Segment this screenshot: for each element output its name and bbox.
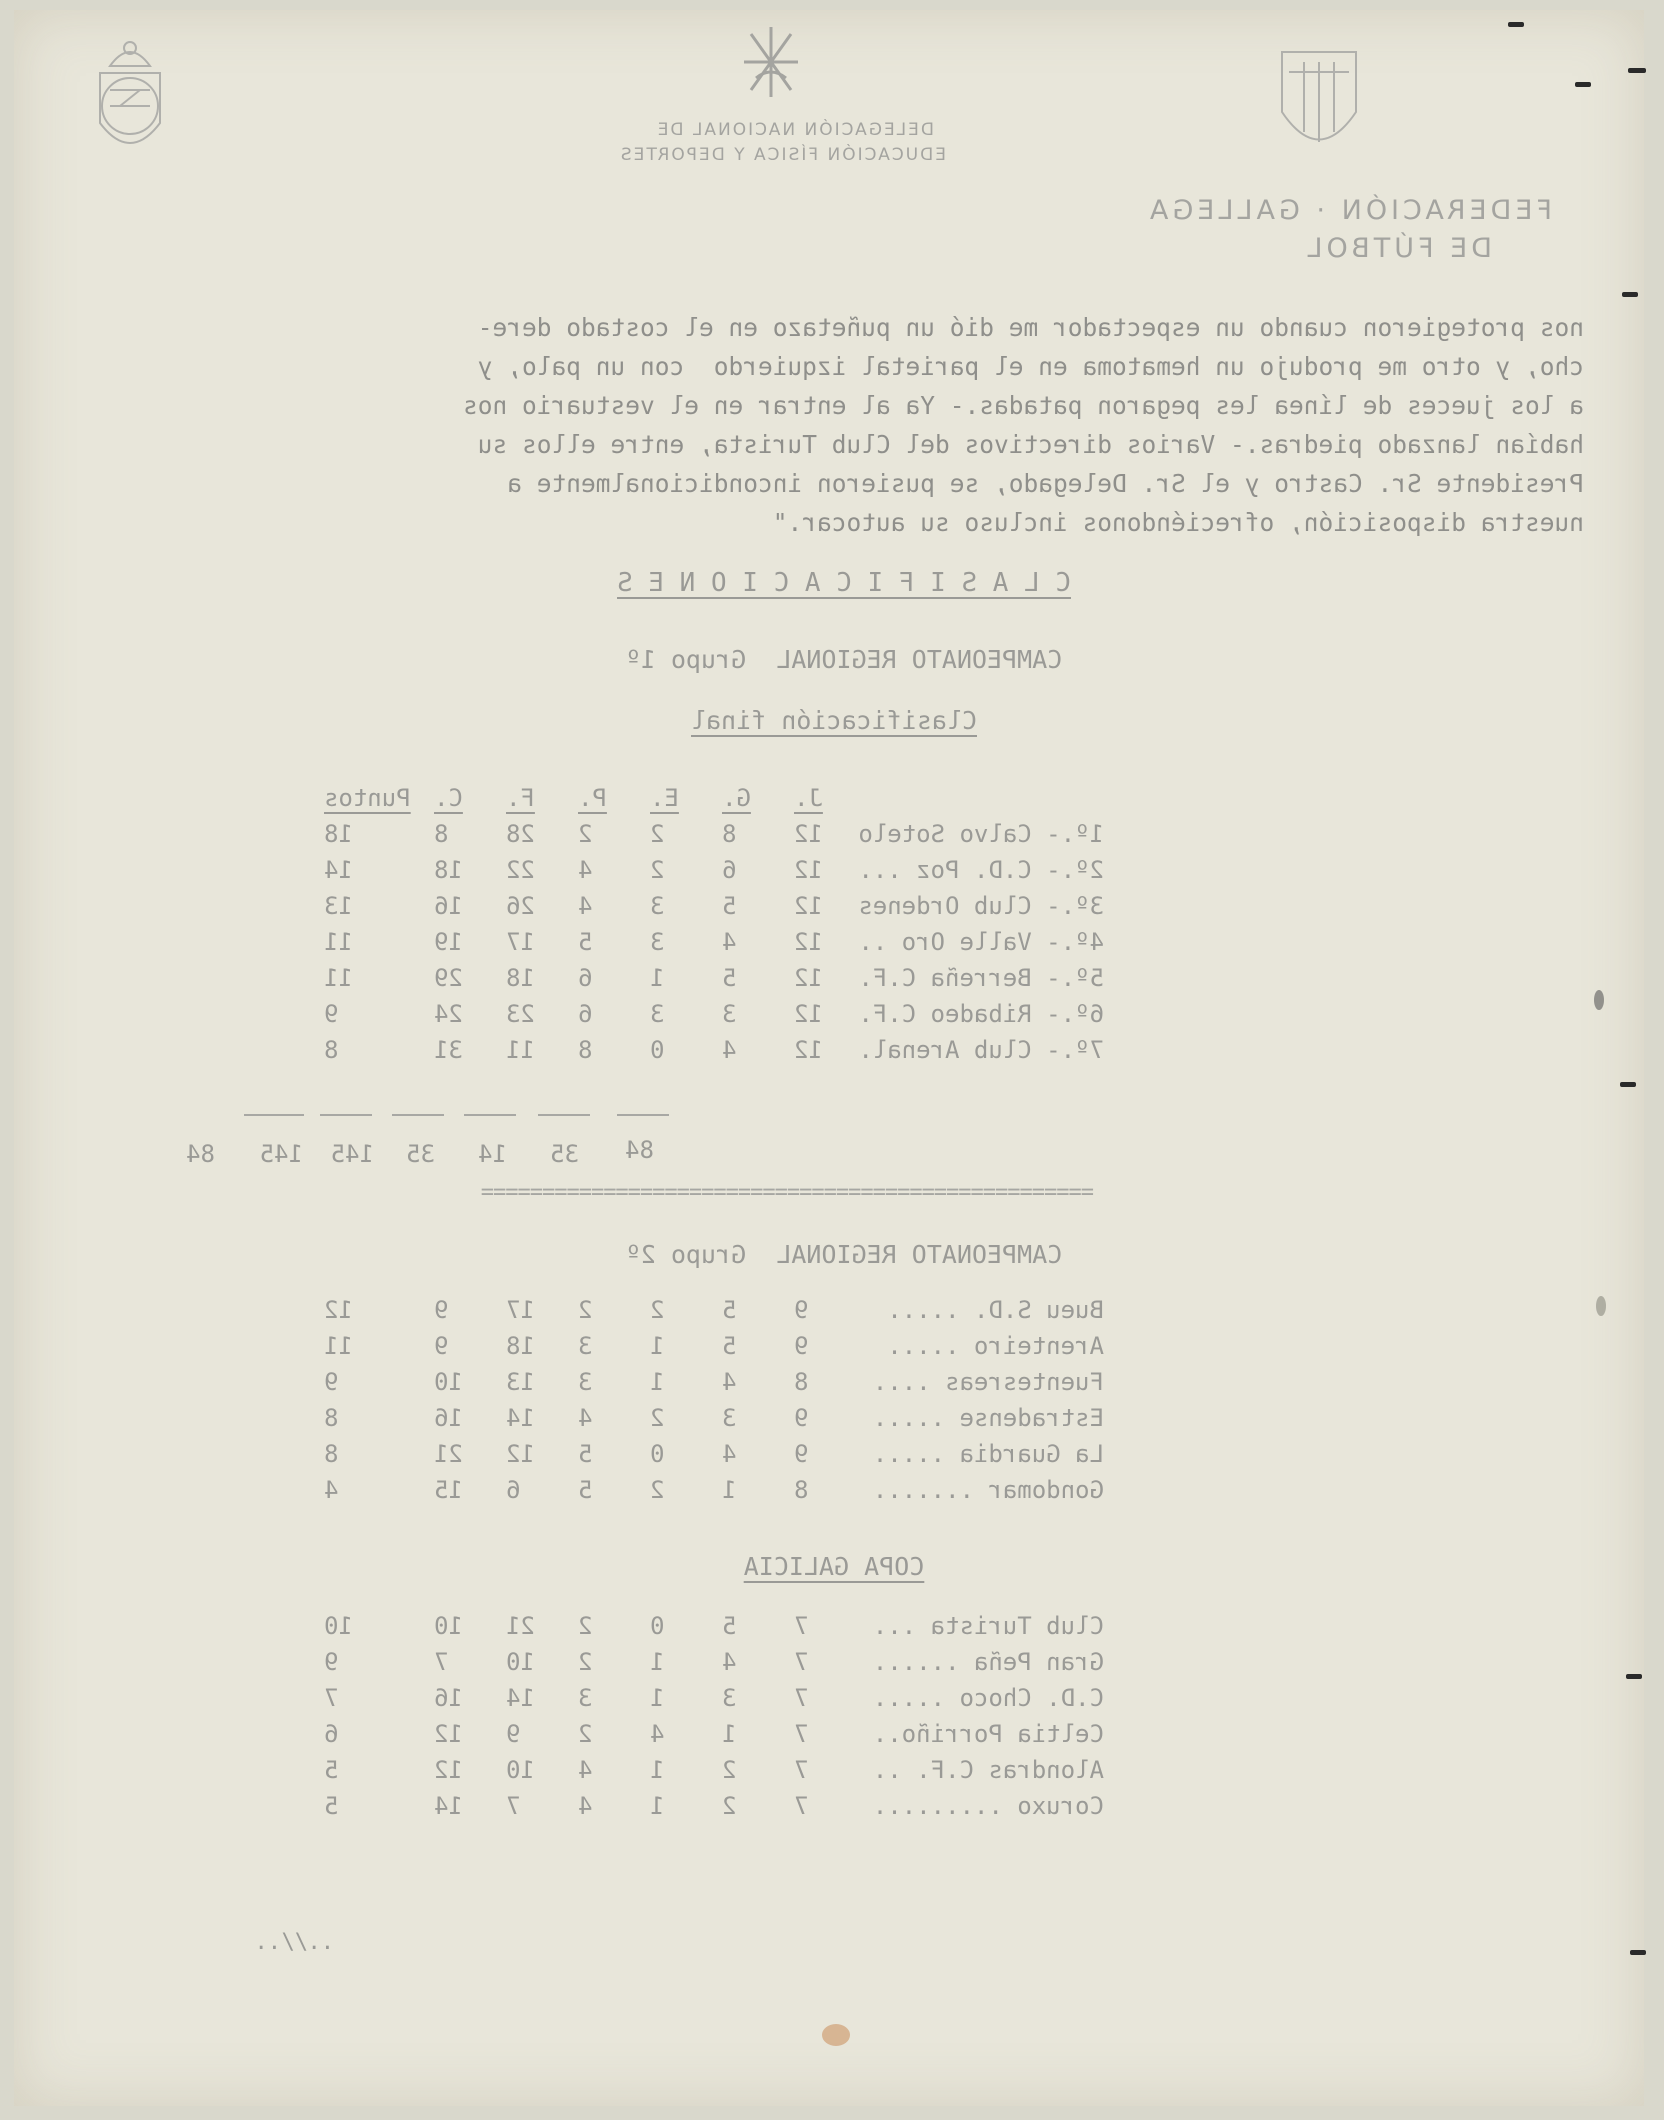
stat-cell: 4 bbox=[722, 928, 737, 956]
stat-cell: 6 bbox=[506, 1476, 521, 1504]
total-g: 35 bbox=[550, 1140, 579, 1168]
stat-cell: 2 bbox=[578, 820, 593, 848]
binding-hole bbox=[1575, 82, 1591, 87]
stat-cell: 4 bbox=[722, 1648, 737, 1676]
stat-cell: 4 bbox=[578, 1792, 593, 1820]
delegation-name-line2: EDUCACIÓN FÍSICA Y DEPORTES bbox=[618, 145, 946, 165]
table-row bbox=[324, 1328, 1104, 1364]
stat-cell: 3 bbox=[722, 1000, 737, 1028]
col-header-puntos: Puntos bbox=[324, 784, 411, 812]
stat-cell: 10 bbox=[324, 1612, 353, 1640]
stat-cell: 3 bbox=[722, 1684, 737, 1712]
binding-hole bbox=[1626, 1674, 1642, 1679]
double-line-separator: ================================================== bbox=[481, 1180, 1094, 1205]
total-rule bbox=[320, 1114, 372, 1116]
paragraph-line-3: a los jueces de línea les pegaron patadas.- Ya al entrar en el vestuario nos bbox=[462, 391, 1584, 420]
paragraph-line-2: cho, y otro me produjo un hematoma en el parietal izquierdo con un palo, y bbox=[477, 352, 1584, 381]
stat-cell: 7 bbox=[794, 1792, 809, 1820]
total-rule bbox=[538, 1114, 590, 1116]
total-p: 35 bbox=[406, 1140, 435, 1168]
stat-cell: 8 bbox=[578, 1036, 593, 1064]
classifications-title: C L A S I F I C A C I O N E S bbox=[617, 568, 1071, 598]
stat-cell: 31 bbox=[434, 1036, 463, 1064]
stat-cell: 9 bbox=[324, 1368, 339, 1396]
stat-cell: 3 bbox=[650, 1000, 665, 1028]
stat-cell: 11 bbox=[324, 928, 353, 956]
total-rule bbox=[617, 1114, 669, 1116]
stat-cell: 28 bbox=[506, 820, 535, 848]
stat-cell: 19 bbox=[434, 928, 463, 956]
stat-cell: 4 bbox=[324, 1476, 339, 1504]
table-row bbox=[324, 996, 1104, 1032]
stat-cell: 12 bbox=[434, 1720, 463, 1748]
stat-cell: 3 bbox=[578, 1332, 593, 1360]
table-row bbox=[324, 1364, 1104, 1400]
stat-cell: 14 bbox=[434, 1792, 463, 1820]
stat-cell: 1 bbox=[722, 1720, 737, 1748]
team-name: 2º.- C.D. Poz ... bbox=[858, 856, 1104, 884]
stat-cell: 1 bbox=[650, 1368, 665, 1396]
stat-cell: 12 bbox=[794, 964, 823, 992]
stat-cell: 6 bbox=[722, 856, 737, 884]
col-header-c: C. bbox=[434, 784, 463, 812]
stat-cell: 8 bbox=[324, 1440, 339, 1468]
stat-cell: 12 bbox=[794, 820, 823, 848]
stat-cell: 4 bbox=[578, 856, 593, 884]
stat-cell: 13 bbox=[324, 892, 353, 920]
stat-cell: 7 bbox=[434, 1648, 449, 1676]
stat-cell: 4 bbox=[578, 1404, 593, 1432]
stat-cell: 16 bbox=[434, 1684, 463, 1712]
stat-cell: 4 bbox=[578, 892, 593, 920]
table-row bbox=[324, 1752, 1104, 1788]
stat-cell: 21 bbox=[434, 1440, 463, 1468]
total-rule bbox=[244, 1114, 304, 1116]
stat-cell: 8 bbox=[794, 1476, 809, 1504]
total-c: 145 bbox=[259, 1140, 303, 1168]
stat-cell: 9 bbox=[434, 1296, 449, 1324]
table-row bbox=[324, 1644, 1104, 1680]
team-name: Bueu S.D. ..... bbox=[887, 1296, 1104, 1324]
team-name: 5º.- Berreña C.F. bbox=[858, 964, 1104, 992]
stat-cell: 5 bbox=[578, 928, 593, 956]
col-header-e: E. bbox=[650, 784, 679, 812]
group1-subheading: Clasificación final bbox=[691, 706, 977, 735]
stat-cell: 18 bbox=[434, 856, 463, 884]
stat-cell: 9 bbox=[506, 1720, 521, 1748]
stat-cell: 12 bbox=[794, 928, 823, 956]
stat-cell: 3 bbox=[650, 928, 665, 956]
stat-cell: 12 bbox=[434, 1756, 463, 1784]
team-name: 7º.- Club Arenal. bbox=[858, 1036, 1104, 1064]
stat-cell: 8 bbox=[324, 1404, 339, 1432]
team-name: Fuentesreas .... bbox=[872, 1368, 1104, 1396]
stat-cell: 12 bbox=[794, 856, 823, 884]
stat-cell: 2 bbox=[578, 1612, 593, 1640]
copa-galicia-heading: COPA GALICIA bbox=[743, 1552, 925, 1581]
stat-cell: 3 bbox=[722, 1404, 737, 1432]
stat-cell: 9 bbox=[794, 1404, 809, 1432]
stat-cell: 6 bbox=[324, 1720, 339, 1748]
table-row bbox=[324, 852, 1104, 888]
stat-cell: 8 bbox=[324, 1036, 339, 1064]
stat-cell: 5 bbox=[722, 1612, 737, 1640]
stat-cell: 16 bbox=[434, 1404, 463, 1432]
stat-cell: 2 bbox=[650, 1476, 665, 1504]
team-name: Club Turista ... bbox=[872, 1612, 1104, 1640]
stat-cell: 0 bbox=[650, 1440, 665, 1468]
col-header-g: G. bbox=[722, 784, 751, 812]
binding-hole bbox=[1622, 292, 1638, 297]
stat-cell: 14 bbox=[324, 856, 353, 884]
stat-cell: 9 bbox=[794, 1332, 809, 1360]
paper-stain bbox=[822, 2024, 850, 2046]
total-rule bbox=[392, 1114, 444, 1116]
stat-cell: 7 bbox=[794, 1684, 809, 1712]
team-name: 6º.- Ribadeo C.F. bbox=[858, 1000, 1104, 1028]
stat-cell: 0 bbox=[650, 1612, 665, 1640]
paper-stain bbox=[1594, 990, 1604, 1010]
stat-cell: 7 bbox=[794, 1648, 809, 1676]
table-row bbox=[324, 1032, 1104, 1068]
stat-cell: 5 bbox=[324, 1756, 339, 1784]
table-row bbox=[324, 1608, 1104, 1644]
stat-cell: 17 bbox=[506, 1296, 535, 1324]
stat-cell: 10 bbox=[434, 1612, 463, 1640]
stat-cell: 14 bbox=[506, 1684, 535, 1712]
paragraph-line-6: nuestra disposición, ofreciéndonos incluso su autocar." bbox=[772, 508, 1584, 537]
stat-cell: 12 bbox=[794, 1036, 823, 1064]
team-name: Gran Peña ...... bbox=[872, 1648, 1104, 1676]
stat-cell: 10 bbox=[434, 1368, 463, 1396]
team-name: 4º.- Valle Oro .. bbox=[858, 928, 1104, 956]
stat-cell: 4 bbox=[650, 1720, 665, 1748]
stat-cell: 2 bbox=[650, 820, 665, 848]
stat-cell: 11 bbox=[324, 964, 353, 992]
stat-cell: 2 bbox=[650, 856, 665, 884]
group1-heading: CAMPEONATO REGIONAL Grupo 1º bbox=[625, 645, 1063, 674]
stat-cell: 26 bbox=[506, 892, 535, 920]
table-row bbox=[324, 960, 1104, 996]
table-row bbox=[324, 888, 1104, 924]
team-name: Gondomar ....... bbox=[872, 1476, 1104, 1504]
stat-cell: 11 bbox=[506, 1036, 535, 1064]
stat-cell: 11 bbox=[324, 1332, 353, 1360]
paragraph-line-4: habían lanzado piedras.- Varios directivos del Club Turista, entre ellos su bbox=[477, 430, 1584, 459]
stat-cell: 0 bbox=[650, 1036, 665, 1064]
stat-cell: 9 bbox=[434, 1332, 449, 1360]
stat-cell: 6 bbox=[578, 1000, 593, 1028]
group1-standings-table bbox=[324, 780, 1104, 1068]
stat-cell: 2 bbox=[722, 1756, 737, 1784]
stat-cell: 3 bbox=[578, 1684, 593, 1712]
stat-cell: 7 bbox=[506, 1792, 521, 1820]
team-name: 3º.- Club Ordenes bbox=[858, 892, 1104, 920]
paper-stain bbox=[1596, 1296, 1606, 1316]
team-name: Arenteiro ..... bbox=[887, 1332, 1104, 1360]
striped-shield-emblem-icon bbox=[1274, 42, 1364, 172]
stat-cell: 2 bbox=[578, 1648, 593, 1676]
stat-cell: 7 bbox=[324, 1684, 339, 1712]
team-name: Estradense ..... bbox=[872, 1404, 1104, 1432]
stat-cell: 4 bbox=[578, 1756, 593, 1784]
group2-standings-table bbox=[324, 1292, 1104, 1508]
table-row bbox=[324, 816, 1104, 852]
total-rule bbox=[464, 1114, 516, 1116]
federation-name-line1: FEDERACIÓN · GALLEGA bbox=[1145, 195, 1552, 226]
team-name: Celtia Porriño.. bbox=[872, 1720, 1104, 1748]
stat-cell: 1 bbox=[650, 1648, 665, 1676]
paragraph-line-5: Presidente Sr. Castro y el Sr. Delegado, se pusieron incondicionalmente a bbox=[507, 469, 1584, 498]
stat-cell: 5 bbox=[722, 964, 737, 992]
crowned-shield-emblem-icon bbox=[80, 28, 180, 168]
stat-cell: 29 bbox=[434, 964, 463, 992]
stat-cell: 2 bbox=[578, 1296, 593, 1324]
total-e: 14 bbox=[478, 1140, 507, 1168]
stat-cell: 1 bbox=[650, 1756, 665, 1784]
stat-cell: 23 bbox=[506, 1000, 535, 1028]
stat-cell: 14 bbox=[506, 1404, 535, 1432]
stat-cell: 5 bbox=[722, 1296, 737, 1324]
table-row bbox=[324, 1716, 1104, 1752]
stat-cell: 8 bbox=[434, 820, 449, 848]
col-header-j: J. bbox=[794, 784, 823, 812]
binding-hole bbox=[1620, 1082, 1636, 1087]
stat-cell: 18 bbox=[506, 964, 535, 992]
table-row bbox=[324, 1788, 1104, 1824]
stat-cell: 5 bbox=[578, 1440, 593, 1468]
stat-cell: 9 bbox=[794, 1440, 809, 1468]
yoke-and-arrows-emblem-icon bbox=[736, 22, 806, 102]
stat-cell: 7 bbox=[794, 1756, 809, 1784]
stat-cell: 4 bbox=[722, 1440, 737, 1468]
table-row bbox=[324, 924, 1104, 960]
stat-cell: 6 bbox=[578, 964, 593, 992]
table-row bbox=[324, 1436, 1104, 1472]
stat-cell: 13 bbox=[506, 1368, 535, 1396]
team-name: C.D. Choco ..... bbox=[872, 1684, 1104, 1712]
stat-cell: 1 bbox=[650, 964, 665, 992]
binding-hole bbox=[1508, 22, 1524, 27]
table-row bbox=[324, 1472, 1104, 1508]
team-name: Coruxo ......... bbox=[872, 1792, 1104, 1820]
team-name: 1º.- Calvo Sotelo bbox=[858, 820, 1104, 848]
stat-cell: 1 bbox=[650, 1684, 665, 1712]
team-name: La Guardia ..... bbox=[872, 1440, 1104, 1468]
total-f: 145 bbox=[330, 1140, 374, 1168]
stat-cell: 7 bbox=[794, 1720, 809, 1748]
group2-heading: CAMPEONATO REGIONAL Grupo 2º bbox=[625, 1240, 1063, 1269]
stat-cell: 9 bbox=[794, 1296, 809, 1324]
stat-cell: 2 bbox=[578, 1720, 593, 1748]
table-header-row bbox=[324, 780, 1104, 816]
stat-cell: 10 bbox=[506, 1756, 535, 1784]
stat-cell: 24 bbox=[434, 1000, 463, 1028]
stat-cell: 21 bbox=[506, 1612, 535, 1640]
stat-cell: 12 bbox=[506, 1440, 535, 1468]
stat-cell: 18 bbox=[506, 1332, 535, 1360]
stat-cell: 8 bbox=[794, 1368, 809, 1396]
stat-cell: 9 bbox=[324, 1648, 339, 1676]
col-header-p: P. bbox=[578, 784, 607, 812]
binding-hole bbox=[1630, 1950, 1646, 1955]
total-puntos: 84 bbox=[186, 1140, 215, 1168]
stat-cell: 1 bbox=[650, 1332, 665, 1360]
stat-cell: 5 bbox=[722, 892, 737, 920]
stat-cell: 2 bbox=[722, 1792, 737, 1820]
stat-cell: 16 bbox=[434, 892, 463, 920]
stat-cell: 5 bbox=[324, 1792, 339, 1820]
federation-name-line2: DE FÚTBOL bbox=[1303, 233, 1492, 264]
stat-cell: 17 bbox=[506, 928, 535, 956]
page-continuation-mark: ..//.. bbox=[254, 1930, 334, 1955]
stat-cell: 15 bbox=[434, 1476, 463, 1504]
stat-cell: 22 bbox=[506, 856, 535, 884]
stat-cell: 8 bbox=[722, 820, 737, 848]
stat-cell: 12 bbox=[324, 1296, 353, 1324]
copa-galicia-table bbox=[324, 1608, 1104, 1824]
stat-cell: 18 bbox=[324, 820, 353, 848]
team-name: Alondras C.F. .. bbox=[872, 1756, 1104, 1784]
stat-cell: 12 bbox=[794, 1000, 823, 1028]
stat-cell: 1 bbox=[722, 1476, 737, 1504]
col-header-f: F. bbox=[506, 784, 535, 812]
stat-cell: 3 bbox=[578, 1368, 593, 1396]
total-j: 84 bbox=[625, 1136, 654, 1164]
stat-cell: 4 bbox=[722, 1036, 737, 1064]
stat-cell: 5 bbox=[578, 1476, 593, 1504]
stat-cell: 1 bbox=[650, 1792, 665, 1820]
stat-cell: 9 bbox=[324, 1000, 339, 1028]
stat-cell: 7 bbox=[794, 1612, 809, 1640]
stat-cell: 5 bbox=[722, 1332, 737, 1360]
stat-cell: 12 bbox=[794, 892, 823, 920]
stat-cell: 3 bbox=[650, 892, 665, 920]
delegation-name-line1: DELEGACIÓN NACIONAL DE bbox=[655, 120, 934, 140]
table-row bbox=[324, 1680, 1104, 1716]
table-row bbox=[324, 1292, 1104, 1328]
stat-cell: 2 bbox=[650, 1404, 665, 1432]
stat-cell: 4 bbox=[722, 1368, 737, 1396]
paragraph-line-1: nos protegieron cuando un espectador me dió un puñetazo en el costado dere- bbox=[477, 313, 1584, 342]
table-row bbox=[324, 1400, 1104, 1436]
stat-cell: 2 bbox=[650, 1296, 665, 1324]
binding-hole bbox=[1628, 68, 1646, 73]
stat-cell: 10 bbox=[506, 1648, 535, 1676]
